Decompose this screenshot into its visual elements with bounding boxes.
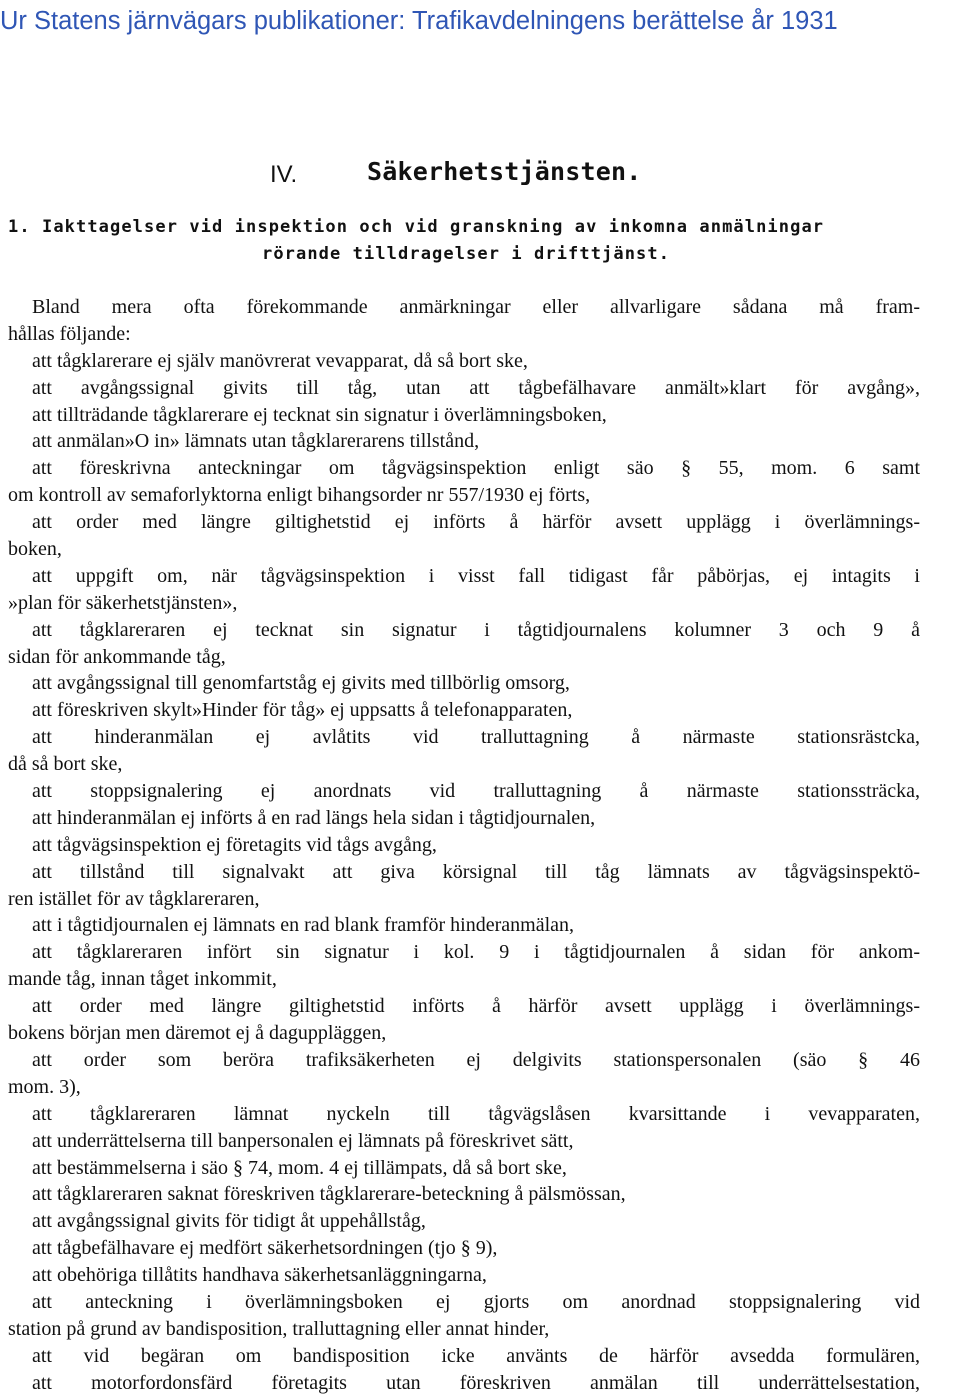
text-line: om kontroll av semaforlyktorna enligt bihangsorder nr 557/1930 ej förts, (8, 484, 591, 507)
text-line: »plan för säkerhetstjänsten», (8, 591, 238, 614)
section-heading-line-1: 1. Iakttagelser vid inspektion och vid granskning av inkomna anmälningar (8, 217, 825, 237)
text-line: att tågklareraren lämnat nyckeln till tågvägslåsen kvarsittande i vevapparaten, (32, 1102, 920, 1125)
section-heading-line-2: rörande tilldragelser i drifttjänst. (262, 244, 671, 264)
text-line: att avgångssignal givits för tidigt åt uppehållståg, (32, 1210, 426, 1233)
text-line: station på grund av bandisposition, tralluttagning eller annat hinder, (8, 1317, 550, 1340)
text-line: att order som beröra trafiksäkerheten ej delgivits stationspersonalen (säo § 46 (32, 1048, 920, 1071)
text-line: att tågklareraren infört sin signatur i kol. 9 i tågtidjournalen å sidan för ankom- (32, 941, 920, 964)
chapter-title: Säkerhetstjänsten. (367, 157, 642, 186)
text-line: att underrättelserna till banpersonalen ej lämnats på föreskrivet sätt, (32, 1129, 574, 1152)
text-line: att bestämmelserna i säo § 74, mom. 4 ej tillämpats, då så bort ske, (32, 1156, 567, 1179)
text-line: bokens början men däremot ej å daguppläggen, (8, 1022, 387, 1045)
text-line: att anteckning i överlämningsboken ej gjorts om anordnad stoppsignalering vid (32, 1290, 920, 1313)
text-line: att avgångssignal till genomfartståg ej givits med tillbörlig omsorg, (32, 672, 570, 695)
text-line: att tågvägsinspektion ej företagits vid tågs avgång, (32, 833, 437, 856)
text-line: Bland mera ofta förekommande anmärkningar eller allvarligare sådana må fram- (32, 296, 920, 318)
text-line: boken, (8, 538, 62, 561)
text-line: att obehöriga tillåtits handhava säkerhetsanläggningarna, (32, 1264, 487, 1287)
text-line: att tågklareraren saknat föreskriven tågklarerare-beteckning å pälsmössan, (32, 1183, 626, 1206)
text-line: mande tåg, innan tåget inkommit, (8, 968, 277, 991)
text-line: att tågklareraren ej tecknat sin signatur i tågtidjournalens kolumner 3 och 9 å (32, 618, 920, 641)
text-line: att uppgift om, när tågvägsinspektion i visst fall tidigast får påbörjas, ej intagits i (32, 564, 920, 587)
text-line: att order med längre giltighetstid införts å härför avsett upplägg i överlämnings- (32, 995, 920, 1018)
page-header-title: Ur Statens järnvägars publikationer: Trafikavdelningens berättelse år 1931 (0, 7, 838, 35)
text-line: hållas följande: (8, 322, 131, 345)
text-line: att hinderanmälan ej avlåtits vid tralluttagning å närmaste stationsrästcka, (32, 726, 920, 749)
text-line: att i tågtidjournalen ej lämnats en rad blank framför hinderanmälan, (32, 914, 575, 937)
text-line: att motorfordonsfärd företagits utan föreskriven anmälan till underrättelsestation, (32, 1371, 920, 1394)
text-line: att avgångssignal givits till tåg, utan att tågbefälhavare anmält»klart för avgång», (32, 376, 920, 399)
chapter-heading (0, 156, 960, 190)
text-line: mom. 3), (8, 1075, 81, 1098)
chapter-number: IV. (270, 161, 298, 188)
text-line: sidan för ankommande tåg, (8, 645, 226, 668)
text-line: att tågbefälhavare ej medfört säkerhetsordningen (tjo § 9), (32, 1237, 498, 1260)
body-text (8, 294, 920, 1397)
text-line: ren istället för av tågklareraren, (8, 887, 260, 910)
text-line: att tillträdande tågklarerare ej tecknat sin signatur i överlämningsboken, (32, 403, 607, 426)
text-line: att vid begäran om bandisposition icke använts de härför avsedda formulären, (32, 1344, 920, 1367)
text-line: att tågklarerare ej själv manövrerat vevapparat, då så bort ske, (32, 349, 528, 372)
text-line: då så bort ske, (8, 753, 123, 776)
text-line: att tillstånd till signalvakt att giva körsignal till tåg lämnats av tågvägsinspektö- (32, 860, 920, 883)
text-line: att föreskriven skylt»Hinder för tåg» ej uppsatts å telefonapparaten, (32, 699, 573, 722)
text-line: att order med längre giltighetstid ej införts å härför avsett upplägg i överlämnings- (32, 511, 920, 534)
text-line: att stoppsignalering ej anordnats vid tralluttagning å närmaste stationssträcka, (32, 780, 920, 803)
text-line: att hinderanmälan ej införts å en rad längs hela sidan i tågtidjournalen, (32, 806, 596, 829)
text-line: att anmälan»O in» lämnats utan tågklarerarens tillstånd, (32, 430, 480, 453)
text-line: att föreskrivna anteckningar om tågvägsinspektion enligt säo § 55, mom. 6 samt (32, 457, 920, 480)
